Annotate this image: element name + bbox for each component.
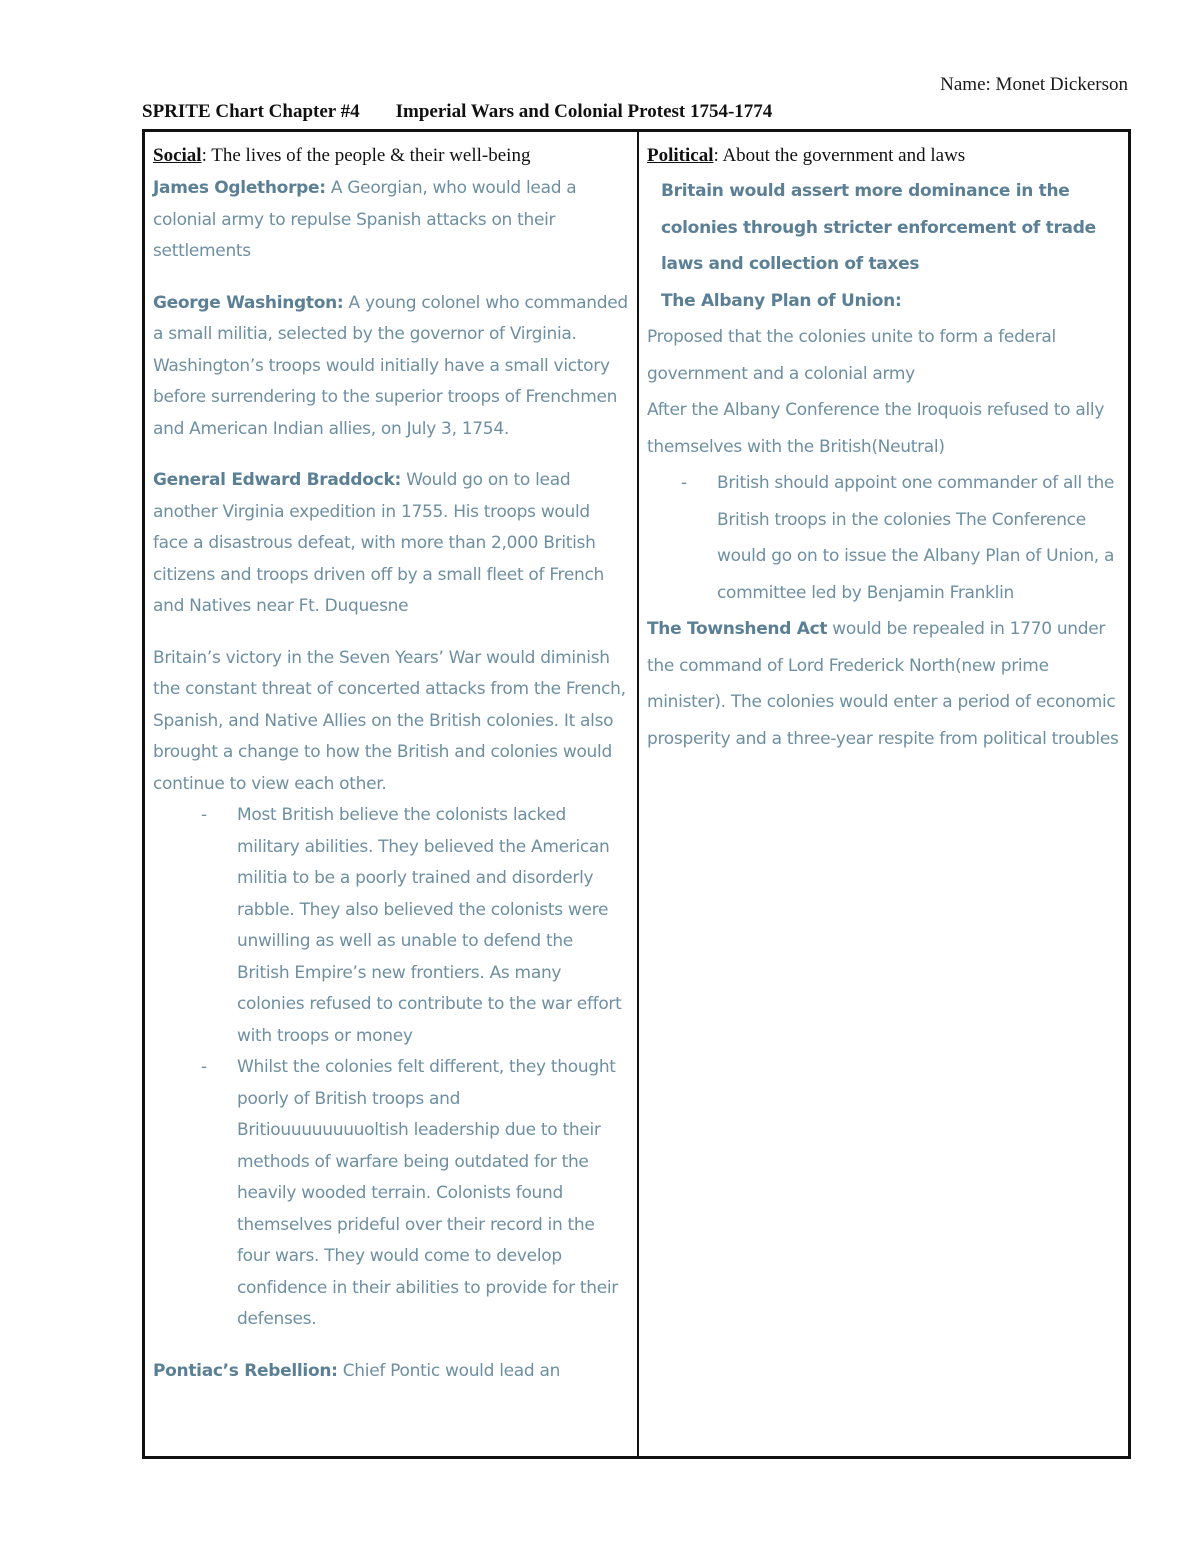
bullet-dash: - [201, 1057, 207, 1077]
townshend-text: would be repealed in 1770 under the command of Lord Frederick North(new prime minister). The colonies would enter a period of economic prosperity and a three-year respite from political troubles [647, 619, 1119, 749]
social-column [145, 132, 639, 1456]
townshend-paragraph [647, 611, 1120, 757]
albany-plan-title: The Albany Plan of Union: [661, 290, 902, 311]
townshend-name: The Townshend Act [647, 619, 828, 639]
list-item [681, 465, 1120, 611]
albany-conference-paragraph: After the Albany Conference the Iroquois refused to ally themselves with the British(Neutral) [647, 400, 1105, 457]
washington-name: George Washington: [153, 292, 344, 313]
pontiac-text: Chief Pontic would lead an [337, 1360, 561, 1381]
oglethorpe-text: A Georgian, who would lead a colonial army to repulse Spanish attacks on their settlements [153, 178, 577, 261]
chapter-topic-title: Imperial Wars and Colonial Protest 1754-1774 [395, 101, 773, 122]
dominance-paragraph: Britain would assert more dominance in the colonies through stricter enforcement of trade laws and collection of taxes [661, 181, 1096, 274]
list-item [187, 1052, 629, 1336]
braddock-paragraph [153, 465, 629, 623]
sprite-chart-table [142, 129, 1131, 1459]
oglethorpe-paragraph [153, 173, 629, 268]
pontiac-name: Pontiac’s Rebellion: [153, 1360, 338, 1381]
bullet-text: Most British believe the colonists lacked military abilities. They believed the American militia to be a poorly trained and disorderly rabble. They also believed the colonists were unwilling as well as unable to defend the British Empire’s new frontiers. As many colonies refused to contribute to the war effort with troops or money [237, 805, 622, 1046]
bullet-dash: - [201, 805, 207, 825]
political-heading [647, 142, 1120, 170]
oglethorpe-name: James Oglethorpe: [153, 178, 326, 198]
political-column [639, 132, 1128, 1456]
braddock-name: General Edward Braddock: [153, 470, 401, 490]
document-title [142, 101, 772, 123]
seven-years-war-paragraph: Britain’s victory in the Seven Years’ War would diminish the constant threat of concerted attacks from the French, Spanish, and Native Allies on the British colonies. It also brought a change to how the British and colonies would continue to view each other. [153, 647, 626, 794]
list-item [187, 800, 629, 1052]
chart-chapter-title: SPRITE Chart Chapter #4 [142, 101, 360, 122]
pontiac-paragraph [153, 1356, 629, 1388]
washington-text: A young colonel who commanded a small militia, selected by the governor of Virginia. Washington’s troops would initially have a small victory before surrendering to the superior troops of Frenchmen and American Indian allies, on July 3, 1754. [153, 292, 628, 439]
bullet-text: Whilst the colonies felt different, they thought poorly of British troops and Britiouuuuuuuuoltish leadership due to their methods of warfare being outdated for the heavily wooded terrain. Colonists found themselves prideful over their record in the four wars. They would come to develop confidence in their abilities to provide for their defenses. [237, 1057, 618, 1329]
political-heading-label: Political [647, 145, 714, 166]
bullet-dash: - [681, 473, 687, 493]
social-bullet-list [187, 800, 629, 1336]
washington-paragraph [153, 288, 629, 446]
political-heading-description: : About the government and laws [713, 145, 966, 166]
social-heading-label: Social [153, 145, 202, 166]
albany-plan-paragraph: Proposed that the colonies unite to form a federal government and a colonial army [647, 327, 1056, 384]
social-heading-description: : The lives of the people & their well-being [201, 145, 531, 166]
bullet-text: British should appoint one commander of all the British troops in the colonies The Conference would go on to issue the Albany Plan of Union, a committee led by Benjamin Franklin [717, 473, 1115, 603]
braddock-text: Would go on to lead another Virginia expedition in 1755. His troops would face a disastrous defeat, with more than 2,000 British citizens and troops driven off by a small fleet of French and Natives near Ft. Duquesne [153, 470, 605, 616]
student-name: Name: Monet Dickerson [940, 74, 1128, 95]
social-heading [153, 142, 629, 170]
political-bullet-list [681, 465, 1120, 611]
